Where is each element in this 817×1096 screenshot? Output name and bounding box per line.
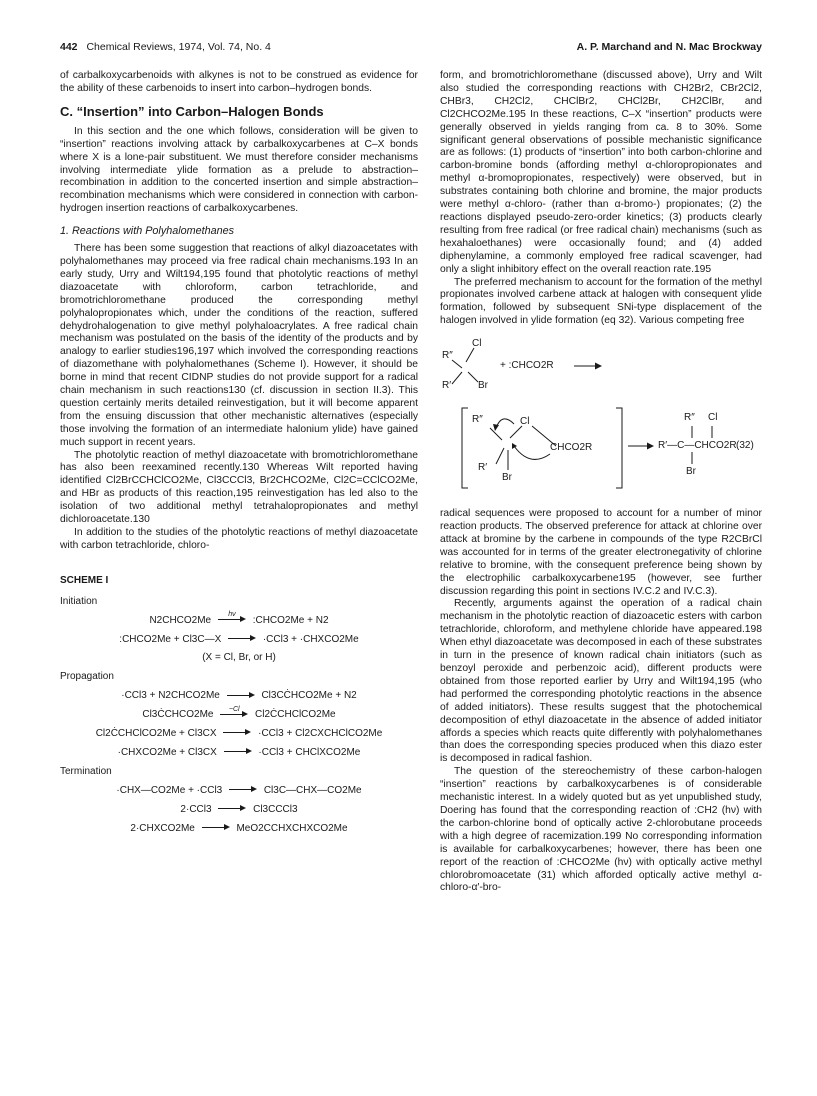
scheme-label-propagation: Propagation	[60, 671, 114, 683]
reactant-bromine: Br	[478, 380, 488, 392]
reaction-7	[60, 785, 418, 798]
paragraph: of carbalkoxycarbenoids with alkynes is not to be construed as evidence for the ability of these carbenoids to insert into carbon–hydrogen bonds.	[60, 70, 418, 94]
reaction-reactants: N2CHCO2Me	[149, 614, 212, 626]
ylide-chlorine: Cl	[520, 416, 530, 428]
paragraph: There has been some suggestion that reactions of alkyl diazoacetates with polyhalomethanes may proceed via free radical chain mechanisms.193 In an early study, Urry and Wilt194,195 found that photolytic reactions of methyl diazoacetate with chloroform, carbon tetrachloride, and bromotrichloromethane produced the corresponding methyl polyhalopropionates which, under the conditions of the reaction, suffered dehydrohalogenation to give methyl polyhaloacrylates. A free radical chain mechanism was postulated on the basis of the identity of the products and by analogy to earlier studies196,197 which involved the corresponding reactions of diazomethane with polyhalomethanes (Scheme I). However, it should be borne in mind that recent CIDNP studies do not provide support for a radical chain mechanism in such reactions130 (cf. discussion in section II.3). This question certainly merits detailed reinvestigation, but it will become apparent from the ensuing discussion that other mechanistic alternatives (especially those involving the formation of an intermediate halonium ylide) have gained much support in recent years.	[60, 243, 418, 448]
scheme-label-termination: Termination	[60, 765, 112, 777]
reaction-products: ·CCl3 + ·CHXCO2Me	[262, 633, 359, 645]
paragraph: In addition to the studies of the photolytic reactions of methyl diazoacetate with carbon tetrachloride, chloro-	[60, 527, 418, 551]
reaction-products: ·CCl3 + CHClXCO2Me	[258, 746, 361, 758]
reactant-substituent: R′	[442, 380, 452, 392]
scheme-title: SCHEME I	[60, 574, 109, 586]
reaction-8	[60, 804, 418, 817]
authors: A. P. Marchand and N. Mac Brockway	[576, 41, 762, 53]
page-number: 442	[60, 41, 78, 53]
reaction-reactants: Cl2ĊCHClCO2Me + Cl3CX	[95, 728, 217, 740]
paragraph: Recently, arguments against the operation of a radical chain mechanism in the photolytic reaction of diazoacetic esters with carbon tetrachloride, chloroform, and methylene chloride have appeared.198 When ethyl diazoacetate was decomposed in each of these substrates in turn in the presence of known radical chain initiators (such as benzoyl peroxide and perbenzoic acid), different products were obtained from those reported earlier by Urry and Wilt194,195 (who had performed the corresponding photolytic reactions in the absence of added initiators). These results suggest that the photochemical decomposition of ethyl diazoacetate in the absence of added initiator affords a species which reacts quite differently with polyhalomethanes than does the corresponding species produced when this diazo ester is decomposed in radical fashion.	[440, 598, 762, 765]
reactant-chlorine: Cl	[472, 338, 482, 350]
left-column	[60, 70, 418, 842]
reaction-products: MeO2CCHXCHXCO2Me	[236, 822, 348, 834]
reaction-9	[60, 823, 418, 836]
paragraph: The preferred mechanism to account for the formation of the methyl propionates involved carbene attack at halogen with consequent ylide formation, followed by subsequent SNi-type displacement of the halogen involved in ylide formation (eq 32). Various competing free	[440, 276, 762, 327]
reactant-substituent: R″	[442, 350, 453, 362]
reaction-products: :CHCO2Me + N2	[252, 614, 329, 626]
section-heading: C. “Insertion” into Carbon–Halogen Bonds	[60, 103, 324, 119]
reaction-reactants: ·CHXCO2Me + Cl3CX	[117, 746, 217, 758]
reaction-products: Cl3C—CHX—CO2Me	[263, 784, 362, 796]
paragraph: In this section and the one which follows, consideration will be given to “insertion” reactions involving attack by carbalkoxycarbenes at C–X bonds where X is a lone-pair substituent. We must therefore consider mechanisms involving intermediate ylide formation as a prelude to abstraction–recombination in addition to the concerted insertion and simple abstraction–recombination mechanisms which were considered in connection with carbon-hydrogen insertion reactions of carbalkoxycarbenes.	[60, 125, 418, 215]
reaction-reactants: ·CCl3 + N2CHCO2Me	[121, 690, 220, 702]
paragraph: form, and bromotrichloromethane (discussed above), Urry and Wilt also studied the corresponding reactions with CH2Br2, CBr2Cl2, CHBr3, CH2Cl2, CHClBr2, CHCl2Br, CH2ClBr, and Cl2CHCO2Me.195 In these reactions, C–X “insertion” products were generally observed in yields ranging from ca. 8 to 30%. Some significant general observations of possible mechanistic significance are as follows: (1) products of “insertion” into both carbon-chlorine and carbon-bromine bonds (affording methyl α-chloropropionates and methyl α-bromopropionates, respectively) were observed, but in substrates containing both chlorine and bromine, the major products were methyl α-chloro- (rather than α-bromo-) propionates; (2) the reactions displayed pseudo-zero-order kinetics; (3) products clearly resulting from free radical (or free radical chain) mechanisms (such as hexahaloethanes) were occasionally found; and (4) added diphenylamine, a commonly employed free radical scavenger, had only a slight inhibitory effect on the overall reaction rate.195	[440, 70, 762, 275]
reaction-note: (X = Cl, Br, or H)	[202, 652, 276, 664]
reaction-2	[60, 634, 418, 647]
paragraph: radical sequences were proposed to account for a number of minor reaction products. The observed preference for attack at chlorine over attack at bromine by the carbene in compounds of the type R2CBrCl was accounted for in terms of the greater electronegativity of chlorine relative to bromine, with the consequent preference being shown by the electrophilic carbalkoxycarbene195 (however, see further discussion regarding this point in sections IV.C.2 and IV.C.3).	[440, 508, 762, 597]
journal-citation: Chemical Reviews, 1974, Vol. 74, No. 4	[86, 41, 271, 53]
equation-32	[440, 332, 762, 502]
subsection-heading: 1. Reactions with Polyhalomethanes	[60, 225, 235, 238]
reaction-1	[60, 610, 418, 628]
reagent-carbene: + :CHCO2R	[500, 360, 554, 372]
ylide-bromine: Br	[502, 472, 512, 484]
product-chlorine: Cl	[708, 412, 718, 424]
ylide-carbene: CHCO2R	[550, 442, 593, 454]
reaction-products: Cl3CĊHCO2Me + N2	[261, 690, 357, 702]
paragraph: The photolytic reaction of methyl diazoacetate with bromotrichloromethane has also been reexamined recently.130 Whereas Wilt reported having identified Cl2BrCCHClCO2Me, Cl3CCCl3, Br2CHCO2Me, Cl2C=CClCO2Me, and HBr as products of this reaction,195 reinvestigation has led also to the isolation of two additional methyl tetrahalopropionates and methyl dichloroacetate.130	[60, 449, 418, 526]
paragraph: The question of the stereochemistry of these carbon-halogen “insertion” reactions by carbalkoxycarbenes is of considerable mechanistic interest. In a widely quoted but as yet unpublished study, Doering has found that the corresponding reaction of :CH2 (hν) with the carbon-chlorine bond of optically active 2-chlorobutane proceeds with a high degree of racemization.199 No corresponding information is available for carbalkoxycarbenes; however, there has been one report of the reaction of :CHCO2Me (hν) with optically active methyl chlorobromoacetate (31) which afforded optically active methyl α-chloro-α′-bro-	[440, 766, 762, 894]
reaction-reactants: 2·CCl3	[180, 803, 212, 815]
reaction-5	[60, 728, 418, 741]
product-substituent: R″	[684, 412, 695, 424]
product-bromine: Br	[686, 466, 696, 478]
right-column	[440, 70, 762, 895]
page-header	[60, 41, 762, 57]
reaction-products: ·CCl3 + Cl2CXCHClCO2Me	[258, 728, 383, 740]
scheme-label-initiation: Initiation	[60, 595, 98, 607]
ylide-substituent: R″	[472, 414, 483, 426]
reaction-condition: ~Cl	[228, 705, 240, 713]
reaction-reactants: 2·CHXCO2Me	[130, 822, 195, 834]
reaction-6	[60, 747, 418, 760]
product-chain: R′—C—CHCO2R	[658, 440, 737, 452]
ylide-substituent: R′	[478, 462, 488, 474]
reaction-condition: hν	[228, 610, 236, 618]
reaction-reactants: ·CHX—CO2Me + ·CCl3	[116, 784, 223, 796]
reaction-products: Cl2ĊCHClCO2Me	[255, 709, 336, 721]
reaction-reactants: :CHCO2Me + Cl3C—X	[119, 633, 222, 645]
reaction-4	[60, 705, 418, 722]
reaction-3	[60, 690, 418, 703]
scheme-1	[60, 596, 418, 836]
equation-number: (32)	[736, 440, 754, 452]
reaction-products: Cl3CCCl3	[253, 803, 298, 815]
reaction-reactants: Cl3ĊCHCO2Me	[142, 709, 214, 721]
